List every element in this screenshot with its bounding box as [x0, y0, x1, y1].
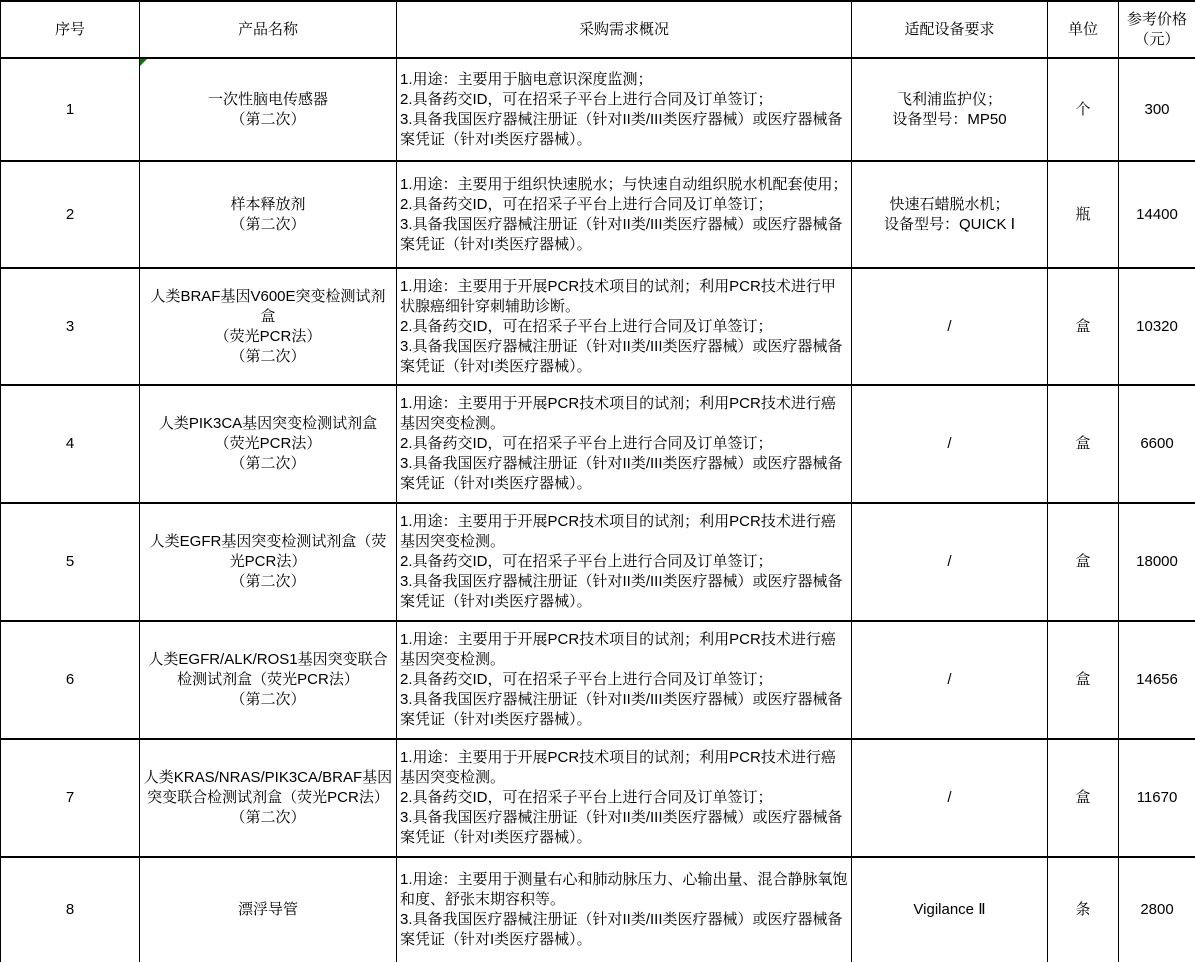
text-line: （第二次）: [230, 573, 306, 590]
cell-corner-flag-icon: [140, 59, 147, 66]
price-cell: 14656: [1119, 621, 1195, 739]
table-row: [1, 621, 1195, 739]
text-line: 2.具备药交ID，可在招采子平台上进行合同及订单签订；: [400, 195, 773, 213]
unit-cell: 盒: [1048, 503, 1119, 621]
text-line: 人类PIK3CA基因突变检测试剂盒: [158, 415, 378, 432]
unit-cell: 盒: [1048, 385, 1119, 503]
seq-cell: 2: [1, 161, 140, 268]
header-price: 参考价格（元）: [1119, 1, 1195, 58]
header-requirements: 采购需求概况: [397, 1, 852, 58]
requirements-cell: [397, 268, 852, 385]
text-line: 3.具备我国医疗器械注册证（针对II类/III类医疗器械）或医疗器械备案凭证（针对I类医疗器械）。: [400, 691, 843, 728]
text-line: 1.用途：主要用于开展PCR技术项目的试剂；利用PCR技术进行癌基因突变检测。: [400, 395, 836, 432]
text-line: 2.具备药交ID，可在招采子平台上进行合同及订单签订；: [400, 317, 773, 335]
text-line: （第二次）: [230, 215, 306, 233]
header-seq: 序号: [1, 1, 140, 58]
product-name-cell: [140, 268, 397, 385]
text-line: 1.用途：主要用于测量右心和肺动脉压力、心输出量、混合静脉氧饱和度、舒张末期容积等。: [400, 871, 848, 908]
price-cell: 11670: [1119, 739, 1195, 857]
text-line: 快速石蜡脱水机；: [889, 195, 1010, 213]
text-line: 2.具备药交ID，可在招采子平台上进行合同及订单签订；: [400, 435, 773, 452]
table-body: [1, 58, 1195, 962]
device-cell: [852, 268, 1048, 385]
text-line: 样本释放剂: [230, 195, 306, 213]
table-row: [1, 161, 1195, 268]
header-row: [1, 1, 1195, 58]
device-cell: [852, 503, 1048, 621]
price-cell: 18000: [1119, 503, 1195, 621]
text-line: /: [947, 789, 952, 806]
seq-cell: 1: [1, 58, 140, 161]
product-name-cell: [140, 857, 397, 962]
text-line: （荧光PCR法）: [214, 435, 322, 452]
price-cell: 300: [1119, 58, 1195, 161]
text-line: 2.具备药交ID，可在招采子平台上进行合同及订单签订；: [400, 671, 773, 688]
header-product-name: 产品名称: [140, 1, 397, 58]
text-line: 1.用途：主要用于开展PCR技术项目的试剂；利用PCR技术进行甲状腺癌细针穿刺辅助诊断。: [400, 277, 836, 315]
device-cell: [852, 58, 1048, 161]
text-line: 设备型号：MP50: [892, 110, 1007, 128]
product-name-cell: [140, 385, 397, 503]
price-cell: 2800: [1119, 857, 1195, 962]
text-line: Vigilance Ⅱ: [913, 901, 986, 918]
seq-cell: 6: [1, 621, 140, 739]
text-line: 人类BRAF基因V600E突变检测试剂盒: [150, 287, 386, 325]
table-row: [1, 385, 1195, 503]
unit-cell: 盒: [1048, 739, 1119, 857]
text-line: 2.具备药交ID，可在招采子平台上进行合同及订单签订；: [400, 90, 773, 108]
text-line: 1.用途：主要用于开展PCR技术项目的试剂；利用PCR技术进行癌基因突变检测。: [400, 513, 836, 550]
table-row: [1, 739, 1195, 857]
unit-cell: 条: [1048, 857, 1119, 962]
text-line: 3.具备我国医疗器械注册证（针对II类/III类医疗器械）或医疗器械备案凭证（针对I类医疗器械）。: [400, 455, 843, 492]
product-name-cell: [140, 161, 397, 268]
table-row: [1, 268, 1195, 385]
text-line: 3.具备我国医疗器械注册证（针对II类/III类医疗器械）或医疗器械备案凭证（针对I类医疗器械）。: [400, 573, 843, 610]
product-name-cell: [140, 621, 397, 739]
requirements-cell: [397, 503, 852, 621]
text-line: 1.用途：主要用于脑电意识深度监测；: [400, 70, 653, 88]
text-line: 3.具备我国医疗器械注册证（针对II类/III类医疗器械）或医疗器械备案凭证（针对I类医疗器械）。: [400, 110, 843, 148]
text-line: 飞利浦监护仪；: [896, 90, 1002, 108]
seq-cell: 3: [1, 268, 140, 385]
table-row: [1, 857, 1195, 962]
text-line: 1.用途：主要用于开展PCR技术项目的试剂；利用PCR技术进行癌基因突变检测。: [400, 631, 836, 668]
header-unit: 单位: [1048, 1, 1119, 58]
price-cell: 14400: [1119, 161, 1195, 268]
text-line: 人类EGFR基因突变检测试剂盒（荧光PCR法）: [149, 533, 387, 570]
device-cell: [852, 857, 1048, 962]
product-name-cell: [140, 503, 397, 621]
text-line: 3.具备我国医疗器械注册证（针对II类/III类医疗器械）或医疗器械备案凭证（针对I类医疗器械）。: [400, 337, 843, 375]
product-name-cell: [140, 739, 397, 857]
text-line: （荧光PCR法）: [214, 327, 322, 345]
price-cell: 6600: [1119, 385, 1195, 503]
price-cell: 10320: [1119, 268, 1195, 385]
text-line: /: [947, 435, 952, 452]
header-device: 适配设备要求: [852, 1, 1048, 58]
table-row: [1, 58, 1195, 161]
text-line: 2.具备药交ID，可在招采子平台上进行合同及订单签订；: [400, 553, 773, 570]
text-line: 1.用途：主要用于组织快速脱水；与快速自动组织脱水机配套使用；: [400, 175, 848, 193]
requirements-cell: [397, 58, 852, 161]
seq-cell: 4: [1, 385, 140, 503]
text-line: 人类KRAS/NRAS/PIK3CA/BRAF基因突变联合检测试剂盒（荧光PCR法）: [143, 769, 393, 806]
text-line: （第二次）: [230, 455, 306, 472]
text-line: 3.具备我国医疗器械注册证（针对II类/III类医疗器械）或医疗器械备案凭证（针对I类医疗器械）。: [400, 809, 843, 846]
requirements-cell: [397, 739, 852, 857]
seq-cell: 7: [1, 739, 140, 857]
seq-cell: 5: [1, 503, 140, 621]
requirements-cell: [397, 385, 852, 503]
text-line: 设备型号：QUICK Ⅰ: [883, 215, 1016, 233]
text-line: （第二次）: [230, 809, 306, 826]
text-line: （第二次）: [230, 347, 306, 365]
requirements-cell: [397, 621, 852, 739]
text-line: 3.具备我国医疗器械注册证（针对II类/III类医疗器械）或医疗器械备案凭证（针对I类医疗器械）。: [400, 215, 843, 253]
unit-cell: 瓶: [1048, 161, 1119, 268]
text-line: 3.具备我国医疗器械注册证（针对II类/III类医疗器械）或医疗器械备案凭证（针对I类医疗器械）。: [400, 911, 843, 948]
text-line: 人类EGFR/ALK/ROS1基因突变联合检测试剂盒（荧光PCR法）: [148, 651, 388, 688]
text-line: /: [947, 671, 952, 688]
unit-cell: 个: [1048, 58, 1119, 161]
text-line: 漂浮导管: [237, 901, 298, 918]
unit-cell: 盒: [1048, 268, 1119, 385]
requirements-cell: [397, 857, 852, 962]
seq-cell: 8: [1, 857, 140, 962]
table-row: [1, 503, 1195, 621]
device-cell: [852, 161, 1048, 268]
device-cell: [852, 739, 1048, 857]
text-line: /: [947, 317, 952, 335]
text-line: /: [947, 553, 952, 570]
requirements-cell: [397, 161, 852, 268]
text-line: （第二次）: [230, 110, 306, 128]
text-line: 2.具备药交ID，可在招采子平台上进行合同及订单签订；: [400, 789, 773, 806]
table-header: [1, 1, 1195, 58]
text-line: （第二次）: [230, 691, 306, 708]
unit-cell: 盒: [1048, 621, 1119, 739]
product-name-cell: [140, 58, 397, 161]
device-cell: [852, 385, 1048, 503]
text-line: 一次性脑电传感器: [207, 90, 328, 108]
text-line: 1.用途：主要用于开展PCR技术项目的试剂；利用PCR技术进行癌基因突变检测。: [400, 749, 836, 786]
device-cell: [852, 621, 1048, 739]
